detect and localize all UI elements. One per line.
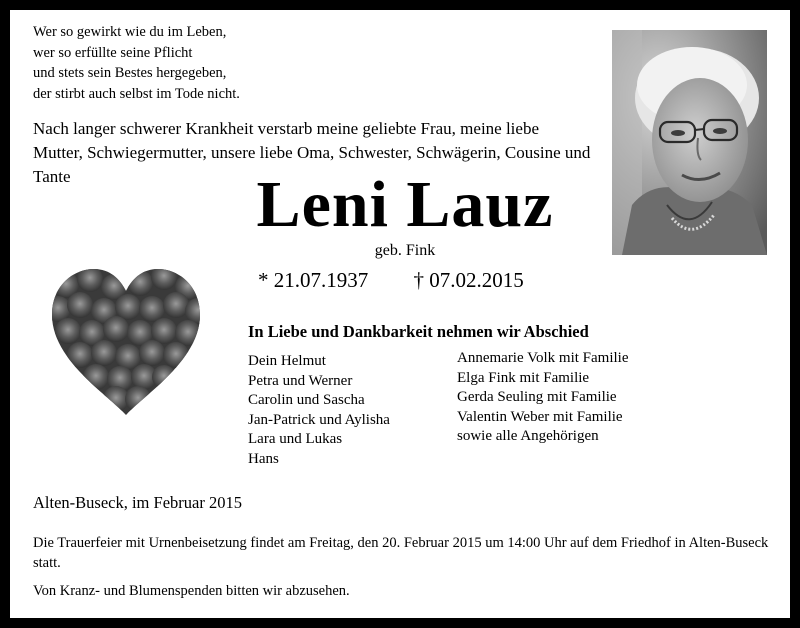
mourner-entry: sowie alle Angehörigen: [457, 428, 599, 445]
mourner-entry: Petra und Werner: [248, 372, 353, 389]
mourner-entry: Hans: [248, 450, 279, 467]
death-date: † 07.02.2015: [413, 268, 524, 292]
poem: [33, 22, 240, 104]
mourner-entry: Valentin Weber mit Familie: [457, 408, 623, 425]
mourners-left: [248, 352, 390, 470]
mourner-entry: Lara und Lukas: [248, 431, 343, 448]
rose-heart-image: [48, 265, 204, 420]
intro-text: Nach langer schwerer Krankheit verstarb meine geliebte Frau, meine liebe Mutter, Schwiegermutter, unsere liebe Oma, Schwester, Schwägerin, Cousine und Tante: [33, 119, 591, 186]
flowers-note: Von Kranz- und Blumenspenden bitten wir abzusehen.: [33, 583, 350, 599]
portrait-image: [612, 30, 767, 255]
deceased-name: Leni Lauz: [256, 168, 554, 241]
birth-name: geb. Fink: [374, 242, 436, 259]
poem-line: Wer so gewirkt wie du im Leben,: [33, 24, 227, 40]
mourner-entry: Annemarie Volk mit Familie: [457, 350, 629, 366]
poem-line: der stirbt auch selbst im Tode nicht.: [33, 85, 240, 102]
obituary-card: [10, 10, 790, 618]
poem-line: wer so erfüllte seine Pflicht: [33, 44, 193, 61]
poem-line: und stets sein Bestes hergegeben,: [33, 65, 227, 81]
life-dates: [258, 268, 524, 293]
mourner-entry: Gerda Seuling mit Familie: [457, 389, 617, 406]
mourner-entry: Carolin und Sascha: [248, 392, 365, 409]
mourner-entry: Jan-Patrick und Aylisha: [248, 411, 390, 428]
mourner-entry: Elga Fink mit Familie: [457, 369, 590, 386]
portrait-photo: [612, 30, 767, 255]
rose-heart-icon: [48, 265, 204, 420]
birth-date: * 21.07.1937: [258, 268, 369, 292]
place-date: Alten-Buseck, im Februar 2015: [33, 493, 242, 512]
mourners-right: [457, 349, 629, 447]
funeral-info: Die Trauerfeier mit Urnenbeisetzung findet am Freitag, den 20. Februar 2015 um 14:00 Uhr auf dem Friedhof in Alten-Buseck statt.: [33, 535, 769, 571]
farewell-heading: In Liebe und Dankbarkeit nehmen wir Abschied: [248, 322, 589, 341]
mourner-entry: Dein Helmut: [248, 353, 326, 369]
